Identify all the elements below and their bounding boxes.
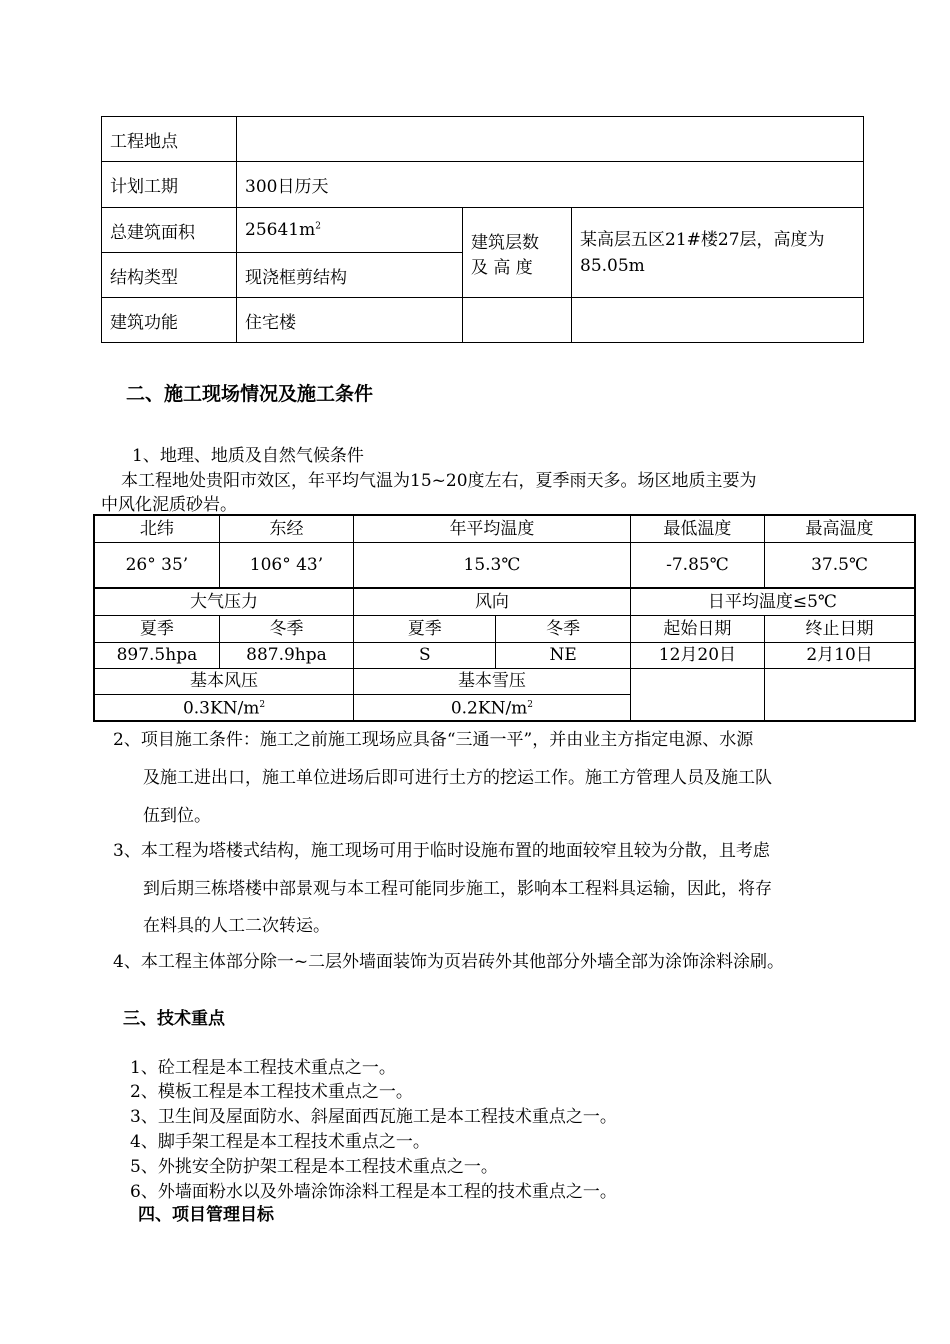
snow-pressure-number: 0.2KN/m — [450, 699, 528, 720]
table-row — [102, 298, 864, 343]
item3-line3: 在料具的人工二次转运。 — [143, 916, 330, 936]
avg-temp-header: 年平均温度 — [354, 515, 631, 542]
start-date-header: 起始日期 — [630, 615, 764, 642]
area-value — [237, 208, 463, 253]
section2-heading: 二、施工现场情况及施工条件 — [126, 383, 374, 405]
north-latitude-header: 北纬 — [94, 515, 219, 542]
floors-label — [463, 208, 572, 298]
pressure-header: 大气压力 — [94, 588, 354, 615]
wind-pressure-number: 0.3KN/m — [182, 699, 260, 720]
location-value — [237, 117, 864, 162]
item3-line1: 3、本工程为塔楼式结构，施工现场可用于临时设施布置的地面较窄且较为分散，且考虑 — [113, 841, 770, 861]
tech-point: 6、外墙面粉水以及外墙涂饰涂料工程是本工程的技术重点之一。 — [130, 1182, 617, 1202]
item2-line1: 2、项目施工条件：施工之前施工现场应具备“三通一平”，并由业主方指定电源、水源 — [113, 730, 754, 750]
north-latitude-value: 26° 35’ — [94, 542, 219, 588]
tech-point: 1、砼工程是本工程技术重点之一。 — [130, 1058, 396, 1078]
function-label: 建筑功能 — [102, 298, 237, 343]
floors-label-line2: 及 高 度 — [471, 257, 533, 278]
snow-pressure-unit-sup: 2 — [527, 700, 534, 711]
min-temp-value: -7.85℃ — [630, 542, 764, 588]
max-temp-header: 最高温度 — [765, 515, 915, 542]
section2-sub1: 1、地理、地质及自然气候条件 — [132, 446, 364, 466]
duration-label: 计划工期 — [102, 162, 237, 208]
section2-para1-line1: 本工程地处贵阳市效区，年平均气温为15~20度左右，夏季雨天多。场区地质主要为 — [121, 471, 757, 491]
location-label: 工程地点 — [102, 117, 237, 162]
section2-para1-line2: 中风化泥质砂岩。 — [101, 495, 237, 515]
table-row — [102, 208, 864, 253]
snow-pressure-header: 基本雪压 — [354, 668, 631, 694]
item4: 4、本工程主体部分除一~二层外墙面装饰为页岩砖外其他部分外墙全部为涂饰涂料涂刷。 — [113, 952, 785, 972]
climate-table — [93, 514, 916, 722]
table-row — [94, 515, 915, 542]
structure-value: 现浇框剪结构 — [237, 253, 463, 298]
empty-cell — [572, 298, 864, 343]
min-temp-header: 最低温度 — [630, 515, 764, 542]
avg-temp-value: 15.3℃ — [354, 542, 631, 588]
end-date-value: 2月10日 — [765, 642, 915, 668]
floors-value: 某高层五区21#楼27层，高度为85.05m — [572, 208, 864, 298]
table-row — [94, 542, 915, 588]
daily-temp-header: 日平均温度≤5℃ — [630, 588, 915, 615]
pressure-summer-value: 897.5hpa — [94, 642, 219, 668]
wind-pressure-unit-sup: 2 — [259, 700, 266, 711]
pressure-winter-value: 887.9hpa — [219, 642, 353, 668]
wind-winter-header: 冬季 — [496, 615, 630, 642]
tech-point: 2、模板工程是本工程技术重点之一。 — [130, 1082, 413, 1102]
table-row — [102, 162, 864, 208]
max-temp-value: 37.5℃ — [765, 542, 915, 588]
wind-summer-value: S — [354, 642, 496, 668]
area-number: 25641m — [245, 220, 316, 240]
start-date-value: 12月20日 — [630, 642, 764, 668]
end-date-header: 终止日期 — [765, 615, 915, 642]
floors-label-line1: 建筑层数 — [471, 232, 539, 253]
duration-value: 300日历天 — [237, 162, 864, 208]
item3-line2: 到后期三栋塔楼中部景观与本工程可能同步施工，影响本工程料具运输，因此，将存 — [143, 879, 772, 899]
area-label: 总建筑面积 — [102, 208, 237, 253]
tech-point: 5、外挑安全防护架工程是本工程技术重点之一。 — [130, 1157, 498, 1177]
area-unit-sup: 2 — [315, 221, 321, 232]
structure-label: 结构类型 — [102, 253, 237, 298]
pressure-winter-header: 冬季 — [219, 615, 353, 642]
snow-pressure-value — [354, 694, 631, 721]
tech-point: 4、脚手架工程是本工程技术重点之一。 — [130, 1132, 430, 1152]
wind-direction-header: 风向 — [354, 588, 631, 615]
wind-pressure-value — [94, 694, 354, 721]
project-info-table — [101, 116, 864, 343]
tech-point: 3、卫生间及屋面防水、斜屋面西瓦施工是本工程技术重点之一。 — [130, 1107, 617, 1127]
east-longitude-header: 东经 — [219, 515, 353, 542]
east-longitude-value: 106° 43’ — [219, 542, 353, 588]
section3-heading: 三、技术重点 — [123, 1009, 225, 1029]
table-row — [94, 668, 915, 694]
item2-line3: 伍到位。 — [143, 806, 211, 826]
section4-heading: 四、项目管理目标 — [138, 1205, 274, 1225]
table-row — [94, 615, 915, 642]
table-row — [94, 588, 915, 615]
wind-winter-value: NE — [496, 642, 630, 668]
empty-cell — [463, 298, 572, 343]
table-row — [94, 642, 915, 668]
pressure-summer-header: 夏季 — [94, 615, 219, 642]
wind-pressure-header: 基本风压 — [94, 668, 354, 694]
table-row — [102, 117, 864, 162]
empty-cell — [765, 668, 915, 721]
function-value: 住宅楼 — [237, 298, 463, 343]
item2-line2: 及施工进出口，施工单位进场后即可进行土方的挖运工作。施工方管理人员及施工队 — [143, 768, 772, 788]
wind-summer-header: 夏季 — [354, 615, 496, 642]
empty-cell — [630, 668, 764, 721]
